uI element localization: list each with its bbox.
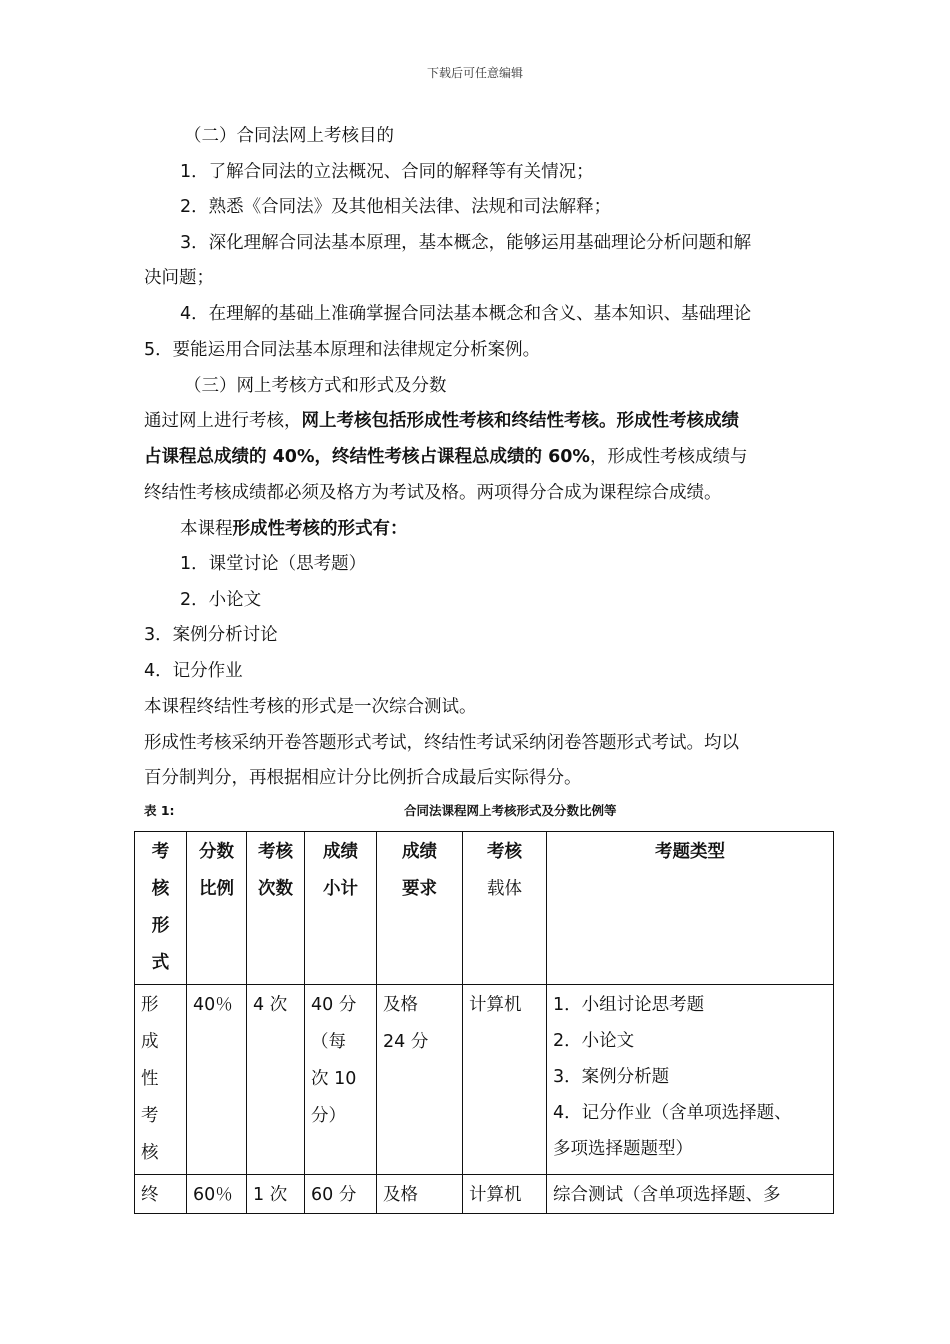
paragraph-6-line1: 形成性考核采纳开卷答题形式考试，终结性考试采纳闭卷答题形式考试。均以 — [144, 733, 739, 753]
cell-form — [135, 1175, 187, 1214]
cell-text: 2．小论文 — [553, 1031, 635, 1051]
cell-text: 成 — [141, 1032, 159, 1052]
paragraph-4-plain: 本课程 — [180, 519, 233, 539]
cell-text: 次 10 — [311, 1069, 357, 1089]
section-2-title: （二）合同法网上考核目的 — [184, 126, 394, 146]
cell-ratio: 40％ — [187, 985, 247, 1175]
header-cell-text: 成绩 — [402, 842, 437, 862]
header-cell-text: 考核 — [258, 842, 293, 862]
header-assessment-form — [135, 832, 187, 985]
paragraph-4 — [180, 517, 408, 541]
header-cell-text: 要求 — [402, 879, 437, 899]
cell-subtotal — [305, 985, 377, 1175]
header-score-subtotal — [305, 832, 377, 985]
cell-question-types — [547, 1175, 834, 1214]
paragraph-2-plain: ，形成性考核成绩与 — [589, 447, 748, 467]
section-3-title: （三）网上考核方式和形式及分数 — [184, 376, 447, 396]
header-cell-text: 形 — [151, 916, 170, 936]
cell-text: （每 — [311, 1032, 346, 1052]
cell-text: 性 — [141, 1069, 159, 1089]
form-item-3: 3．案例分析讨论 — [144, 625, 278, 645]
table-caption: 合同法课程网上考核形式及分数比例等 — [404, 803, 617, 818]
header-assessment-times — [247, 832, 305, 985]
cell-text: 综合测试（含单项选择题、多 — [553, 1185, 781, 1205]
header-score-requirement — [377, 832, 463, 985]
paragraph-2 — [144, 445, 747, 469]
header-cell-text: 分数 — [199, 842, 234, 862]
header-cell-text: 载体 — [487, 879, 522, 899]
header-cell-text: 次数 — [258, 879, 293, 899]
cell-requirement — [377, 985, 463, 1175]
cell-text: 核 — [141, 1143, 159, 1163]
cell-text: 24 分 — [383, 1032, 429, 1052]
paragraph-3: 终结性考核成绩都必须及格方为考试及格。两项得分合成为课程综合成绩。 — [144, 483, 722, 503]
paragraph-6-line2: 百分制判分，再根据相应计分比例折合成最后实际得分。 — [144, 768, 582, 788]
cell-text: 考 — [141, 1106, 159, 1126]
objective-3-line1: 3．深化理解合同法基本原理，基本概念，能够运用基础理论分析问题和解 — [180, 233, 752, 253]
cell-text: 终 — [141, 1185, 159, 1205]
header-question-types: 考题类型 — [547, 832, 834, 985]
header-cell-text: 成绩 — [323, 842, 358, 862]
cell-question-types — [547, 985, 834, 1175]
cell-text: 及格 — [383, 995, 418, 1015]
header-score-ratio — [187, 832, 247, 985]
header-cell-text: 比例 — [199, 879, 234, 899]
table-header-row — [135, 832, 834, 985]
table-label: 表 1: — [144, 803, 175, 818]
cell-text: 形 — [141, 995, 159, 1015]
header-cell-text: 式 — [151, 953, 170, 973]
paragraph-5: 本课程终结性考核的形式是一次综合测试。 — [144, 697, 477, 717]
objective-4: 4．在理解的基础上准确掌握合同法基本概念和含义、基本知识、基础理论 — [180, 304, 752, 324]
cell-subtotal — [305, 1175, 377, 1214]
header-assessment-carrier — [463, 832, 547, 985]
form-item-1: 1．课堂讨论（思考题） — [180, 554, 367, 574]
cell-carrier: 计算机 — [463, 985, 547, 1175]
cell-form — [135, 985, 187, 1175]
cell-text: 60％ — [193, 1185, 233, 1205]
cell-requirement — [377, 1175, 463, 1214]
paragraph-4-bold: 形成性考核的形式有： — [232, 519, 408, 539]
cell-text: 4．记分作业（含单项选择题、 — [553, 1103, 792, 1123]
paragraph-1 — [144, 409, 739, 433]
form-item-4: 4．记分作业 — [144, 661, 243, 681]
page-header: 下载后可任意编辑 — [426, 66, 523, 80]
table-row — [135, 985, 834, 1175]
table-row — [135, 1175, 834, 1214]
cell-times: 4 次 — [247, 985, 305, 1175]
cell-text: 1 次 — [253, 1185, 288, 1205]
objective-1: 1．了解合同法的立法概况、合同的解释等有关情况； — [180, 162, 594, 182]
assessment-table — [134, 831, 834, 1214]
objective-3-line2: 决问题； — [144, 268, 214, 288]
header-cell-text: 考 — [151, 842, 170, 862]
cell-times — [247, 1175, 305, 1214]
cell-text: 多项选择题题型） — [553, 1139, 693, 1159]
header-cell-text: 小计 — [323, 879, 358, 899]
cell-text: 分） — [311, 1106, 346, 1126]
paragraph-1-bold: 网上考核包括形成性考核和终结性考核。形成性考核成绩 — [301, 411, 739, 431]
cell-text: 计算机 — [469, 1185, 522, 1205]
header-cell-text: 考核 — [487, 842, 522, 862]
cell-carrier — [463, 1175, 547, 1214]
objective-2: 2．熟悉《合同法》及其他相关法律、法规和司法解释； — [180, 197, 612, 217]
objective-5: 5．要能运用合同法基本原理和法律规定分析案例。 — [144, 340, 541, 360]
cell-text: 1．小组讨论思考题 — [553, 995, 705, 1015]
cell-text: 3．案例分析题 — [553, 1067, 670, 1087]
paragraph-1-plain: 通过网上进行考核， — [144, 411, 302, 431]
header-cell-text: 核 — [151, 879, 170, 899]
cell-ratio — [187, 1175, 247, 1214]
cell-text: 及格 — [383, 1185, 418, 1205]
paragraph-2-bold: 占课程总成绩的 40%，终结性考核占课程总成绩的 60% — [144, 447, 590, 467]
form-item-2: 2．小论文 — [180, 590, 262, 610]
cell-text: 60 分 — [311, 1185, 357, 1205]
cell-text: 40 分 — [311, 995, 357, 1015]
